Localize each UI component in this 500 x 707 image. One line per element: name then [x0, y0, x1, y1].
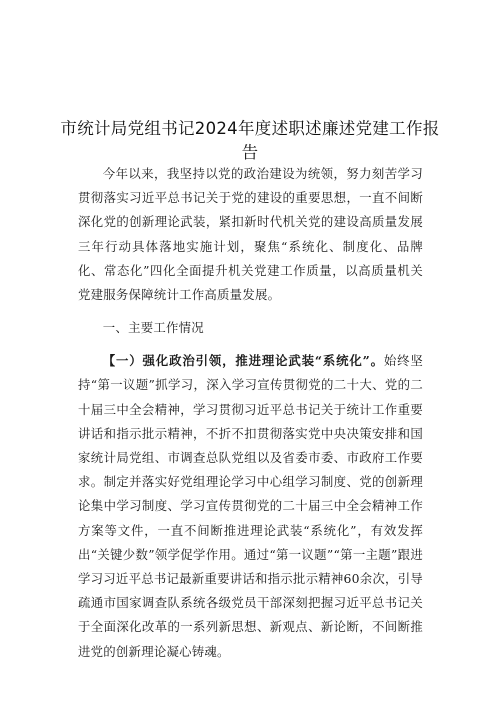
- intro-paragraph: 今年以来，我坚持以党的政治建设为统领，努力刻苦学习贯彻落实习近平总书记关于党的建设的重要思想，一直不间断深化党的创新理论武装，紧扣新时代机关党的建设高质量发展三年行动具体落地实施计划，聚焦“系统化、制度化、品牌化、常态化”四化全面提升机关党建工作质量，以高质量机关党建服务保障统计工作高质量发展。: [78, 166, 423, 303]
- subsection-lead: 【一）强化政治引领，推进理论武装“系统化”。: [102, 353, 384, 369]
- subsection-body: 始终坚持“第一议题”抓学习，深入学习宣传贯彻党的二十大、党的二十届三中全会精神，学习贯彻习近平总书记关于统计工作重要讲话和指示批示精神，不折不扣贯彻落实党中央决策安排和国家统计局党组、市调查总队党组以及省委市委、市政府工作要求。制定并落实好党组理论学习中心组学习制度、党的创新理论集中学习制度、学习宣传贯彻党的二十届三中全会精神工作方案等文件，一直不间断推进理论武装“系统化”，有效发挥出“关键少数”领学促学作用。通过“第一议题”“第一主题”跟进学习习近平总书记最新重要讲话和指示批示精神60余次，引导疏通市国家调查队系统各级党员干部深刻把握习近平总书记关于全面深化改革的一系列新思想、新观点、新论断，不间断推进党的创新理论凝心铸魂。: [78, 353, 423, 659]
- section-heading: 一、主要工作情况: [102, 320, 204, 336]
- subsection-paragraph: [78, 349, 423, 664]
- document-body: [78, 162, 423, 664]
- document-title: 市统计局党组书记2024年度述职述廉述党建工作报告: [60, 119, 440, 162]
